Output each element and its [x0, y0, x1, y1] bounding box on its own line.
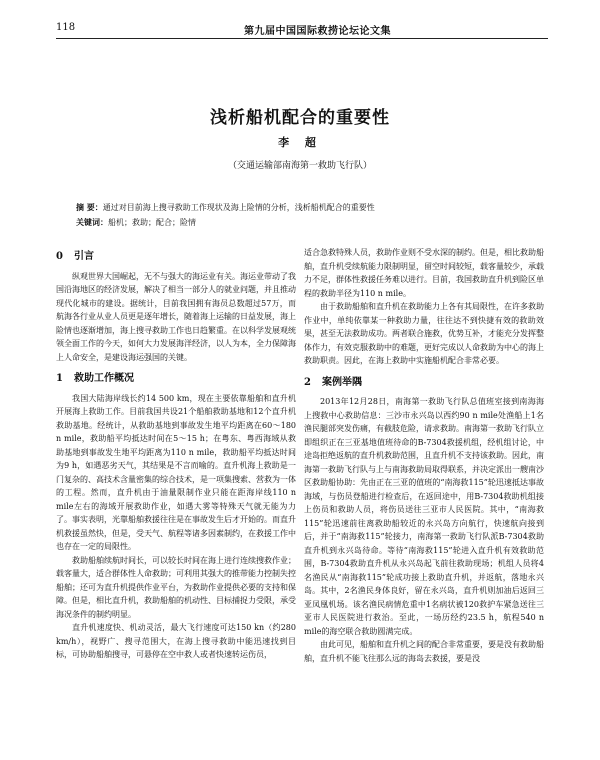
right-column	[304, 246, 544, 665]
keywords-line	[76, 215, 536, 230]
paragraph: 由此可见，船舶和直升机之间的配合非常重要，要是没有救助船舶，直升机不能飞往那么远的海岛去救援，要是没	[304, 640, 544, 663]
paragraph: 由于救助船舶和直升机在救助能力上各有其局限性，在许多救助作业中，单纯依靠某一种救助力量，往往达不到快捷有效的救助效果，甚至无法救助成功。两者联合施救，优势互补，才能充分发挥整体作力，有效克服救助中的难题，更好完成以人命救助为中心的海上救助职责。因此，在海上救助中实施船机配合非常必要。	[304, 302, 544, 365]
section-heading-intro	[56, 250, 296, 264]
abstract-line	[76, 200, 536, 215]
keywords-text: 船机；救助；配合；险情	[108, 218, 196, 227]
paragraph: 救助船舶续航时间长，可以较长时间在海上进行连续搜救作业；载客量大，适合群体性人命救助；可利用其强大的推带能力控制失控船舶；还可为直升机提供作业平台，为救助作业提供必要的支持和保障。但是，相比直升机，救助船舶的机动性、目标捕捉力受限，承受海况条件的制约明显。	[56, 555, 296, 619]
article-affiliation: （交通运输部南海第一救助飞行队）	[227, 161, 372, 171]
running-header	[56, 22, 548, 39]
section-number: 1	[56, 373, 63, 384]
section-title: 案例举隅	[322, 376, 362, 388]
article-title: 浅析船机配合的重要性	[210, 108, 390, 128]
paragraph: 我国大陆海岸线长约14 500 km，现在主要依靠船舶和直升机开展海上救助工作。目前我国共设21个船舶救助基地和12个直升机救助基地。经统计，从救助基地到事故发生地平均距离在60～180 n mile，救助船平均抵达时间在5～15 h；在粤东、粤西海域从救助基地到事故发生地平均距离为110 n mile，救助船平均抵达时间为9 h，如遇恶劣天气，其结果是不言而喻的。直升机海上救助是一门复杂的、高技术含量密集的综合技术，是一项集搜索、营救为一体的工程。然而，直升机由于油量限制作业只能在距海岸线110 n mile左右的海域开展救助作业，如遇大雾等特殊天气就无能为力了。事实表明，光靠船舶救援往往是在事故发生后才开始的。而直升机救援虽然快，但是，受天气、航程等诸多因素制约，在救援工作中也存在一定的局限性。	[56, 393, 296, 551]
section-number: 0	[56, 251, 63, 262]
page-number: 118	[56, 22, 76, 33]
section-number: 2	[304, 376, 311, 388]
section-title: 救助工作概况	[74, 373, 134, 384]
abstract-label: 摘 要：	[76, 202, 103, 212]
paragraph: 纵观世界大国崛起，无不与强大的海运业有关。海运业带动了我国沿海地区的经济发展，解决了相当一部分人的就业问题，并且推动现代化城市的建设。据统计，目前我国拥有海员总数超过57万，而航海各行业从业人员更是逐年增长，随着海上运输的日益发展，海上险情也逐渐增加，海上搜寻救助工作也日趋繁重。在以科学发展观统领全面工作的今天，如何大力发展海洋经济，以人为本，全力保障海上人命安全，是建设海运强国的关键。	[56, 271, 296, 362]
keywords-label: 关键词：	[76, 217, 108, 227]
left-column	[56, 246, 296, 662]
paragraph: 适合急救特殊人员，救助作业则不受水深的制约。但是，相比救助船舶，直升机受续航能力限制明显，留空时间较短，载客量较少，承载力不足，群体性救援任务难以进行。目前，我国救助直升机到险区单程的救助半径为110 n mile。	[304, 248, 544, 298]
paragraph: 直升机速度快、机动灵活，最大飞行速度可达150 kn（约280 km/h），视野广、搜寻范围大，在海上搜寻救助中能迅速找到目标，可协助船舶搜寻，可悬停在空中救人或者快速转运伤员，	[56, 623, 296, 659]
abstract-block	[76, 200, 536, 230]
section-heading-case	[304, 376, 544, 390]
section-title: 引言	[74, 251, 94, 262]
abstract-text: 通过对目前海上搜寻救助工作现状及海上险情的分析，浅析船机配合的重要性	[102, 203, 375, 212]
running-title: 第九届中国国际救捞论坛论文集	[244, 26, 391, 37]
section-heading-overview	[56, 372, 296, 386]
paragraph: 2013年12月28日，南海第一救助飞行队总值班室接到南海海上搜救中心救助信息：三沙市永兴岛以西约90 n mile处渔船上1名渔民腿部突发伤痛，有截肢危险，请求救助。南海第一救助飞行队立即组织正在三亚基地值班待命的B-7304救援机组，经机组讨论，中途岛拒绝返航的直升机救助范围，且直升机不支持该救助。因此，南海第一救助飞行队与上与南海救助局取得联系，并决定派出一艘南沙区救助船协助：先由正在三亚的值班的“南海救115”轮迅速抵达事故海域，与伤员登船进行检查后，在返回途中，用B-7304救助机组接上伤员和救助人员，将伤员送往三亚市人民医院。其中，“南海救115”轮迅速前往离救助船较近的永兴岛方向航行，快速航向接到后，并于“南海救115”轮接力，南海第一救助飞行队派B-7304救助直升机到永兴岛待命。等待“南海救115”轮进入直升机有效救助范围，B-7304救助直升机从永兴岛起飞前往救助现场；机组人员将4名渔民从“南海救115”轮成功接上救助直升机，并返航，落地永兴岛。其中，2名渔民身体良好，留在永兴岛，直升机则加油后返回三亚凤凰机场。该名渔民病情危重中1名病状被120救护车紧急送往三亚市人民医院进行救治。至此，一场历经约23.5 h，航程540 n mile的海空联合救助圆满完成。	[304, 397, 544, 636]
article-author: 李 超	[278, 136, 322, 149]
